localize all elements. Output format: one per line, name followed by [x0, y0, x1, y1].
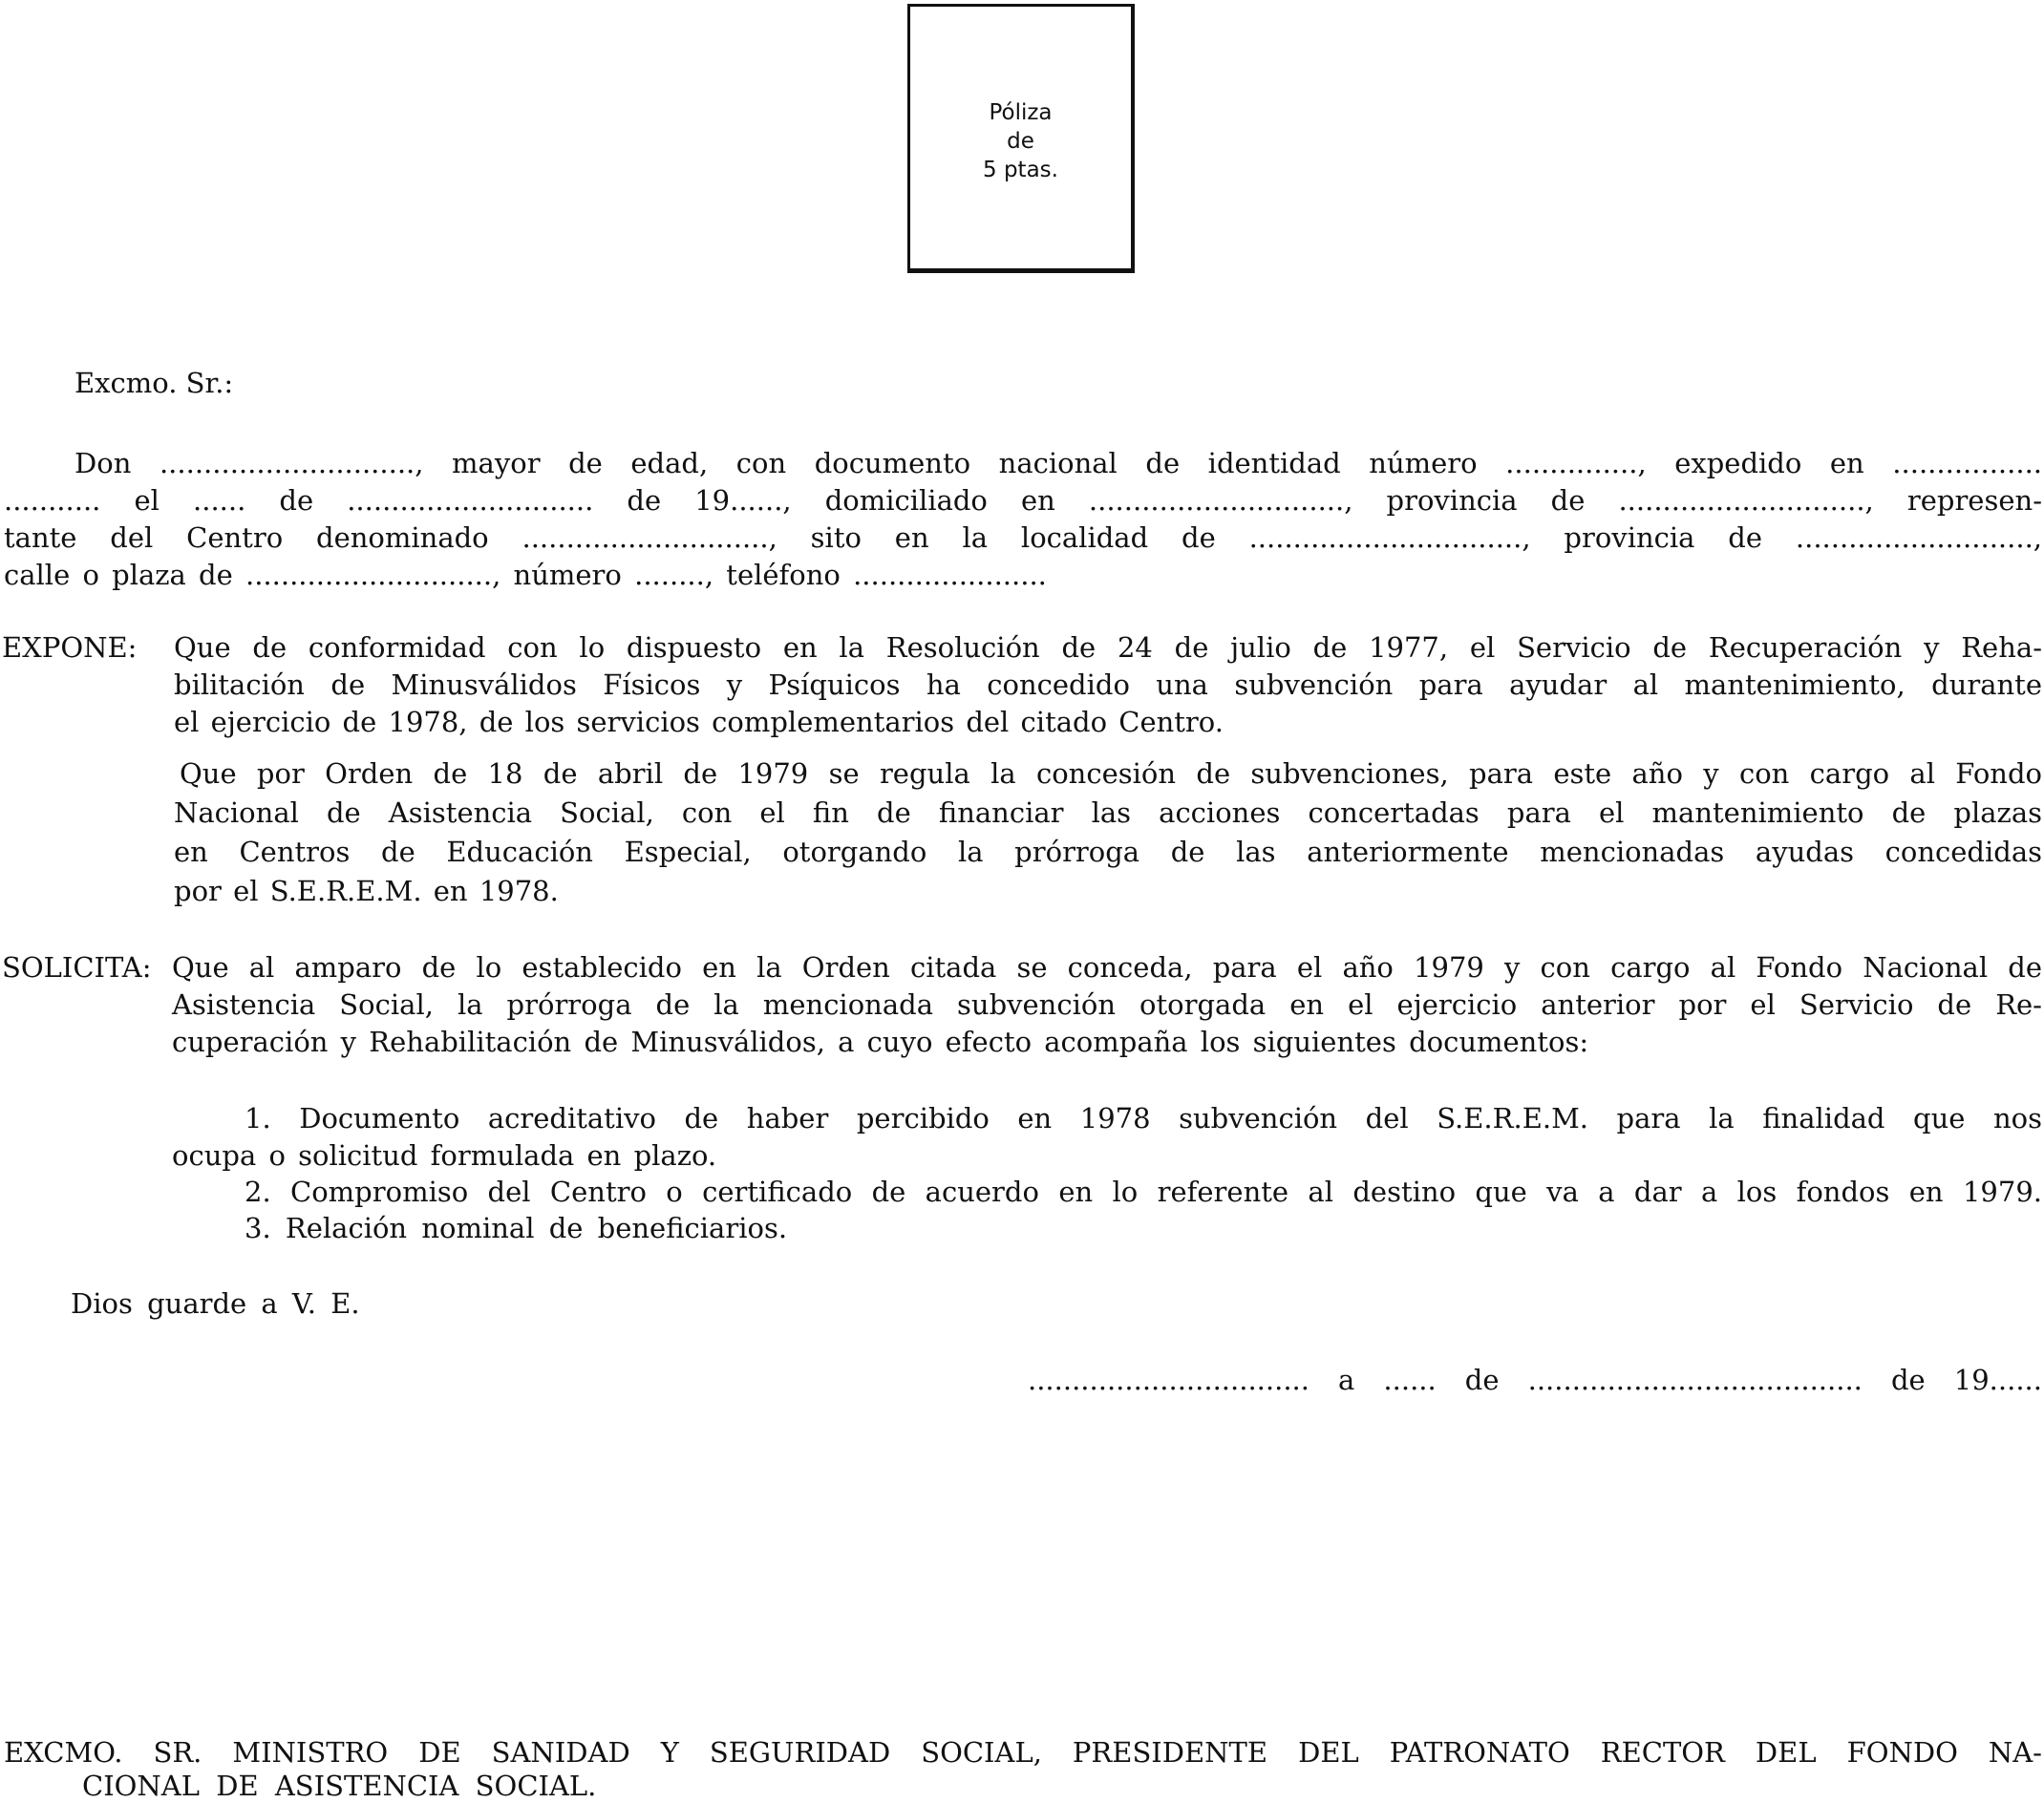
- expone-paragraph-2: [174, 754, 2042, 911]
- document-item-2: 2. Compromiso del Centro o certificado de acuerdo en lo referente al destino que va a dar a los fondos en 1979.: [245, 1176, 2042, 1208]
- solicita-line-3: cuperación y Rehabilitación de Minusválidos, a cuyo efecto acompaña los siguientes documentos:: [172, 1026, 1589, 1058]
- place-date-line: ................................ a ...... de ...................................... de 19......: [1028, 1364, 2042, 1396]
- expone-p2-line-1: Que por Orden de 18 de abril de 1979 se regula la concesión de subvenciones, para este año y con cargo al Fondo: [180, 757, 2042, 790]
- expone-label: EXPONE:: [2, 631, 138, 664]
- addressee-line-2: CIONAL DE ASISTENCIA SOCIAL.: [82, 1770, 597, 1802]
- stamp-box: [907, 4, 1135, 273]
- expone-p2-line-2: Nacional de Asistencia Social, con el fin de financiar las acciones concertadas para el mantenimiento de plazas: [174, 796, 2042, 829]
- addressee-line-1: EXCMO. SR. MINISTRO DE SANIDAD Y SEGURIDAD SOCIAL, PRESIDENTE DEL PATRONATO RECTOR DEL FONDO NA-: [4, 1736, 2042, 1769]
- expone-p1-line-2: bilitación de Minusválidos Físicos y Psíquicos ha concedido una subvención para ayudar al mantenimiento, durante: [174, 668, 2042, 701]
- solicita-paragraph: [172, 949, 2042, 1061]
- closing-text: Dios guarde a V. E.: [71, 1287, 360, 1320]
- expone-p2-line-3: en Centros de Educación Especial, otorgando la prórroga de las anteriormente mencionadas ayudas concedidas: [174, 836, 2042, 868]
- intro-paragraph: [4, 445, 2042, 594]
- expone-p2-line-4: por el S.E.R.E.M. en 1978.: [174, 875, 559, 907]
- intro-line-2: ........... el ...... de ............................ de 19......, domiciliado en ............................., provincia de ............................, represen-: [4, 484, 2042, 517]
- expone-p1-line-3: el ejercicio de 1978, de los servicios complementarios del citado Centro.: [174, 706, 1224, 738]
- expone-paragraph-1: [174, 629, 2042, 741]
- stamp-line-3: 5 ptas.: [983, 158, 1058, 182]
- stamp-text: [910, 98, 1131, 184]
- intro-line-1: Don ............................., mayor de edad, con documento nacional de identidad número ..............., expedido en .................: [75, 447, 2042, 479]
- salutation: Excmo. Sr.:: [75, 367, 234, 399]
- stamp-line-2: de: [1007, 129, 1034, 154]
- document-item-1-line-1: 1. Documento acreditativo de haber percibido en 1978 subvención del S.E.R.E.M. para la finalidad que nos: [245, 1102, 2042, 1135]
- addressee-block: [4, 1736, 2042, 1803]
- solicita-line-2: Asistencia Social, la prórroga de la mencionada subvención otorgada en el ejercicio anterior por el Servicio de Re-: [172, 988, 2042, 1021]
- document-item-1-line-2: ocupa o solicitud formulada en plazo.: [172, 1139, 717, 1172]
- document-item-1: [172, 1100, 2042, 1175]
- solicita-label: SOLICITA:: [2, 951, 152, 984]
- stamp-line-1: Póliza: [989, 100, 1053, 125]
- solicita-line-1: Que al amparo de lo establecido en la Orden citada se conceda, para el año 1979 y con cargo al Fondo Nacional de: [172, 951, 2042, 984]
- intro-line-3: tante del Centro denominado ............................, sito en la localidad de ..............................., provincia de ...........................,: [4, 521, 2042, 554]
- document-item-3: 3. Relación nominal de beneficiarios.: [245, 1212, 788, 1244]
- intro-line-4: calle o plaza de ............................, número ........, teléfono ......................: [4, 559, 1047, 591]
- expone-p1-line-1: Que de conformidad con lo dispuesto en la Resolución de 24 de julio de 1977, el Servicio de Recuperación y Reha-: [174, 631, 2042, 664]
